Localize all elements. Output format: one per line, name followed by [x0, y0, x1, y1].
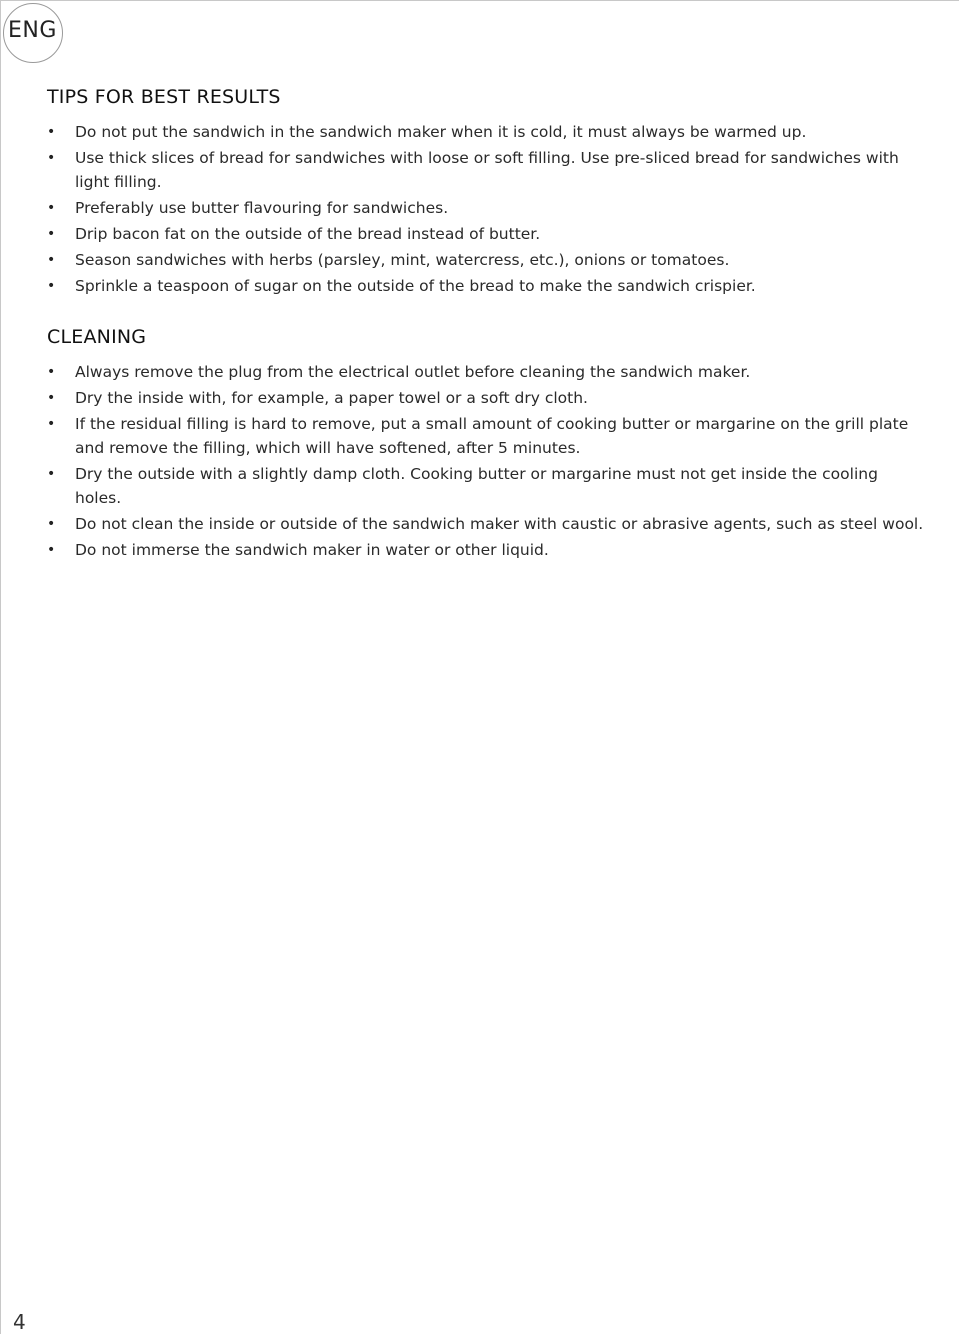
cleaning-list-item: • Always remove the plug from the electrical outlet before cleaning the sandwich maker. [47, 360, 927, 384]
cleaning-heading: CLEANING [47, 326, 147, 348]
cleaning-list-item: • If the residual filling is hard to remove, put a small amount of cooking butter or margarine on the grill plate and remove the filling, which will have softened, after 5 minutes. [47, 412, 927, 460]
tips-list-item: • Do not put the sandwich in the sandwich maker when it is cold, it must always be warmed up. [47, 120, 927, 144]
cleaning-list [47, 360, 927, 562]
tips-list-item: • Use thick slices of bread for sandwiches with loose or soft filling. Use pre-sliced bread for sandwiches with light filling. [47, 146, 927, 194]
tips-section [47, 86, 927, 298]
tips-heading: TIPS FOR BEST RESULTS [47, 86, 281, 108]
tips-list-item: • Preferably use butter flavouring for sandwiches. [47, 196, 927, 220]
tips-list [47, 120, 927, 298]
language-tab [0, 0, 64, 64]
cleaning-list-item: • Do not immerse the sandwich maker in water or other liquid. [47, 538, 927, 562]
tips-list-item: • Drip bacon fat on the outside of the bread instead of butter. [47, 222, 927, 246]
tips-list-item: • Sprinkle a teaspoon of sugar on the outside of the bread to make the sandwich crispier. [47, 274, 927, 298]
cleaning-list-item: • Do not clean the inside or outside of the sandwich maker with caustic or abrasive agents, such as steel wool. [47, 512, 927, 536]
language-label: ENG [8, 18, 57, 43]
tips-list-item: • Season sandwiches with herbs (parsley, mint, watercress, etc.), onions or tomatoes. [47, 248, 927, 272]
cleaning-list-item: • Dry the outside with a slightly damp cloth. Cooking butter or margarine must not get inside the cooling holes. [47, 462, 927, 510]
page-number: 4 [13, 1310, 26, 1334]
page-content [47, 86, 927, 564]
cleaning-section [47, 326, 927, 562]
cleaning-list-item: • Dry the inside with, for example, a paper towel or a soft dry cloth. [47, 386, 927, 410]
